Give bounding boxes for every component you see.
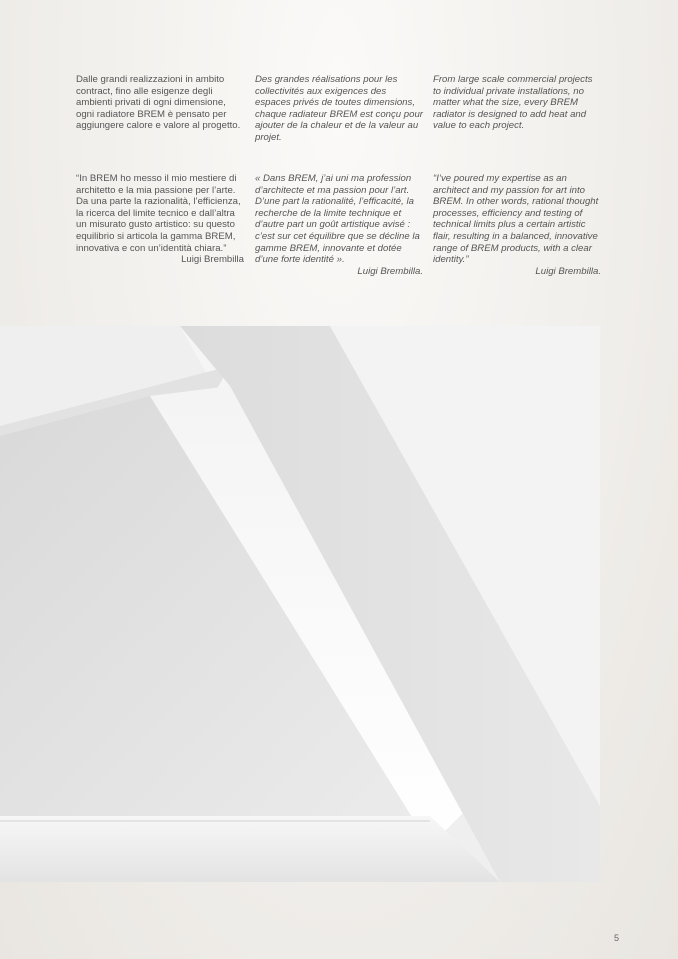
intro-french-text: Des grandes réalisations pour les collectivités aux exigences des espaces privés de toutes dimensions, chaque radiateur BREM est conçu pour ajouter de la chaleur et de la valeur au projet.	[255, 74, 423, 143]
quote-french-text: « Dans BREM, j’ai uni ma profession d’architecte et ma passion pour l’art. D’une part la rationalité, l’efficacité, la recherche de la limite technique et d’autre part un goût artistique avisé : c’est sur cet équilibre que se décline la gamme BREM, innovante et dotée d’une forte identité ».	[255, 173, 420, 266]
quote-italian-text: “In BREM ho messo il mio mestiere di architetto e la mia passione per l’arte. Da una parte la razionalità, l’efficienza, la ricerca del limite tecnico e dall’altra un misurato gusto artistico: su questo equilibrio si articola la gamma BREM, innovativa e con un’identità chiara.”	[76, 173, 241, 254]
white-room-illustration	[0, 326, 600, 882]
intro-italian-text: Dalle grandi realizzazioni in ambito contract, fino alle esigenze degli ambienti privati di ogni dimensione, ogni radiatore BREM è pensato per aggiungere calore e valore al progetto.	[76, 74, 241, 132]
quote-italian	[76, 173, 244, 266]
quote-english	[433, 173, 601, 277]
architectural-photo	[0, 326, 600, 882]
page-number: 5	[614, 933, 620, 943]
intro-english	[433, 74, 601, 132]
quote-english-author: Luigi Brembilla.	[535, 265, 601, 277]
quote-french-author: Luigi Brembilla.	[357, 265, 423, 277]
quote-french	[255, 173, 423, 277]
floor	[0, 816, 500, 882]
quote-italian-author: Luigi Brembilla	[181, 254, 244, 266]
intro-french	[255, 74, 423, 144]
quote-english-text: “I’ve poured my expertise as an architect and my passion for art into BREM. In other words, rational thought processes, efficiency and testing of technical limits plus a certain artistic flair, resulting in a balanced, innovative range of BREM products, with a clear identity.”	[433, 173, 599, 266]
intro-italian	[76, 74, 244, 132]
intro-english-text: From large scale commercial projects to individual private installations, no matter what the size, every BREM radiator is designed to add heat and value to each project.	[433, 74, 593, 132]
